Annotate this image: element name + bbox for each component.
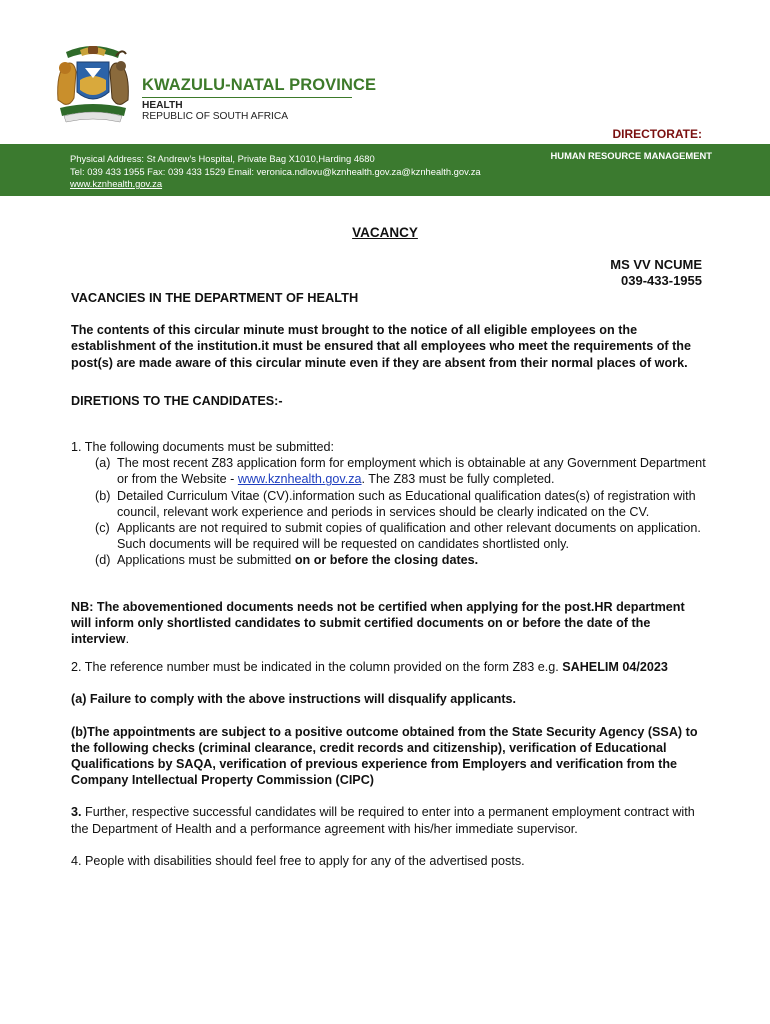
- contact-name: MS VV NCUME: [610, 257, 702, 272]
- brand-block: [142, 76, 376, 122]
- list-item: [71, 520, 707, 552]
- tel-fax-email: Tel: 039 433 1955 Fax: 039 433 1529 Email: veronica.ndlovu@kznhealth.gov.za@kznhealth.gov.za: [70, 165, 481, 177]
- list-item-text: Applications must be submitted: [117, 553, 295, 568]
- website-link[interactable]: www.kznhealth.gov.za: [70, 178, 163, 189]
- list-item: [71, 455, 707, 487]
- list-marker: (d): [95, 553, 111, 568]
- unit-name: HUMAN RESOURCE MANAGEMENT: [550, 150, 712, 161]
- section-heading: VACANCIES IN THE DEPARTMENT OF HEALTH: [71, 290, 359, 305]
- failure-note: (a) Failure to comply with the above instructions will disqualify applicants.: [71, 692, 517, 707]
- contact-phone: 039-433-1955: [621, 273, 702, 288]
- list-item: [71, 488, 707, 520]
- documents-list: [71, 455, 707, 568]
- doc-title-text: VACANCY: [352, 225, 418, 240]
- list-marker: (c): [95, 521, 110, 536]
- item-3-number: 3.: [71, 805, 82, 820]
- item-2-text: 2. The reference number must be indicated in the column provided on the form Z83 e.g.: [71, 660, 563, 675]
- directorate-label: DIRECTORATE:: [612, 127, 702, 141]
- republic-name: REPUBLIC OF SOUTH AFRICA: [142, 111, 289, 122]
- physical-address: Physical Address: St Andrew’s Hospital, Private Bag X1010,Harding 4680: [70, 153, 375, 164]
- appointments-note: (b)The appointments are subject to a positive outcome obtained from the State Security Agency (SSA) to the following checks (criminal clearance, credit records and citizenship), verification of Educational Qualifications by SAQA, verification of previous experience from Employers and verification from the Company Intellectual Property Commission (CIPC): [71, 724, 698, 788]
- province-name: KWAZULU-NATAL PROVINCE: [142, 76, 377, 94]
- nb-text: NB: The abovementioned documents needs not be certified when applying for the post.HR department will inform only shortlisted candidates to submit certified documents on or before the date of the interview: [71, 599, 685, 647]
- department-name: HEALTH: [142, 100, 183, 111]
- nb-paragraph: [71, 599, 707, 648]
- item-4: 4. People with disabilities should feel free to apply for any of the advertised posts.: [71, 853, 525, 868]
- directions-heading: DIRETIONS TO THE CANDIDATES:-: [71, 393, 283, 408]
- reference-number: SAHELIM 04/2023: [562, 660, 668, 675]
- list-item-text: The most recent Z83 application form for employment which is obtainable at any Government Department or from the Website -: [117, 456, 706, 487]
- list-marker: (a): [95, 456, 111, 471]
- item-3: [71, 804, 707, 836]
- nb-end: .: [125, 632, 130, 647]
- intro-paragraph: The contents of this circular minute must brought to the notice of all eligible employees on the establishment of the institution.it must be ensured that all employees who meet the requirements of the post(s) are made aware of this circular minute even if they are absent from their normal places of work.: [71, 323, 691, 370]
- item-3-text: Further, respective successful candidates will be required to enter into a permanent employment contract with the Department of Health and a performance agreement with his/her immediate supervisor.: [71, 805, 695, 836]
- list-item-text: . The Z83 must be fully completed.: [361, 472, 555, 487]
- brand-divider: [142, 97, 352, 98]
- contact-person: [610, 257, 702, 289]
- contact-details: [70, 153, 481, 191]
- item-2: [71, 659, 707, 675]
- website-link-inline[interactable]: www.kznhealth.gov.za: [237, 472, 362, 487]
- document-body: [71, 290, 707, 869]
- list-marker: (b): [95, 488, 111, 503]
- list-item: [71, 552, 707, 568]
- closing-dates-emphasis: on or before the closing dates.: [294, 553, 479, 568]
- kzn-coat-of-arms-logo: [52, 42, 134, 128]
- doc-title: [0, 225, 770, 240]
- list-item-text: Applicants are not required to submit copies of qualification and other relevant documents on application. Such documents will be required will be requested on candidates shortlisted only.: [117, 521, 701, 552]
- contact-band: [0, 144, 770, 196]
- item-1: 1. The following documents must be submitted:: [71, 440, 334, 455]
- list-item-text: Detailed Curriculum Vitae (CV).information such as Educational qualification dates(s) of registration with council, relevant work experience and periods in services should be clearly indicated on the CV.: [117, 488, 696, 519]
